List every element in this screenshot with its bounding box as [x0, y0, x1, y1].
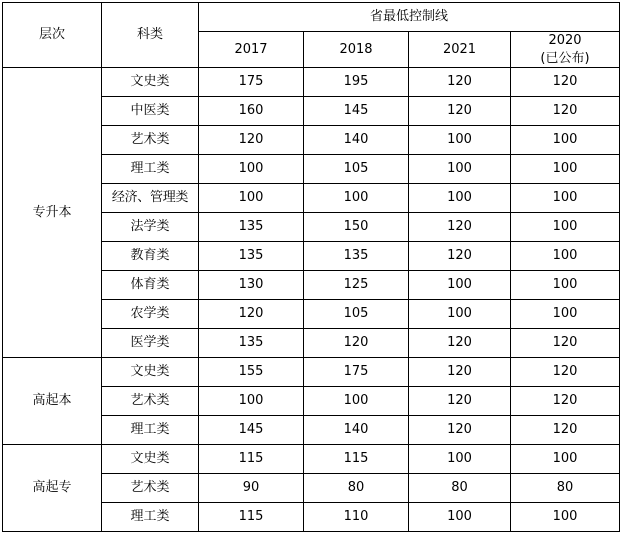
score-cell: 195 [304, 68, 409, 97]
score-cell: 120 [511, 416, 620, 445]
score-cell: 120 [304, 329, 409, 358]
score-cell: 135 [199, 329, 304, 358]
score-cell: 115 [304, 445, 409, 474]
header-year-2018: 2018 [304, 32, 409, 68]
header-group-title: 省最低控制线 [199, 3, 620, 32]
score-cell: 155 [199, 358, 304, 387]
score-cell: 100 [511, 126, 620, 155]
score-cell: 135 [199, 213, 304, 242]
table-row [3, 68, 620, 97]
header-category: 科类 [102, 3, 199, 68]
category-cell: 教育类 [102, 242, 199, 271]
score-cell: 110 [304, 503, 409, 532]
score-cell: 120 [409, 416, 511, 445]
score-cell: 100 [409, 155, 511, 184]
score-cell: 100 [199, 184, 304, 213]
score-cell: 135 [199, 242, 304, 271]
score-cell: 120 [511, 97, 620, 126]
category-cell: 医学类 [102, 329, 199, 358]
score-cell: 100 [511, 445, 620, 474]
score-cell: 145 [199, 416, 304, 445]
score-cell: 80 [409, 474, 511, 503]
score-cell: 100 [199, 155, 304, 184]
level-cell-gaoqiben: 高起本 [3, 358, 102, 445]
score-cell: 130 [199, 271, 304, 300]
score-cell: 120 [511, 68, 620, 97]
header-level: 层次 [3, 3, 102, 68]
score-cell: 120 [409, 358, 511, 387]
score-cell: 100 [511, 184, 620, 213]
category-cell: 经济、管理类 [102, 184, 199, 213]
category-cell: 艺术类 [102, 387, 199, 416]
score-cell: 120 [199, 300, 304, 329]
category-cell: 艺术类 [102, 126, 199, 155]
score-cell: 80 [511, 474, 620, 503]
score-cell: 100 [304, 387, 409, 416]
header-year-2021: 2021 [409, 32, 511, 68]
score-cell: 120 [409, 242, 511, 271]
score-cell: 175 [199, 68, 304, 97]
score-cell: 140 [304, 126, 409, 155]
score-cell: 100 [409, 126, 511, 155]
score-cell: 100 [304, 184, 409, 213]
header-year-2020 [511, 32, 620, 68]
score-cell: 120 [409, 97, 511, 126]
score-cell: 100 [511, 300, 620, 329]
score-cell: 120 [511, 387, 620, 416]
level-cell-gaoqizhuan: 高起专 [3, 445, 102, 532]
category-cell: 农学类 [102, 300, 199, 329]
score-cell: 140 [304, 416, 409, 445]
header-year-2017: 2017 [199, 32, 304, 68]
category-cell: 艺术类 [102, 474, 199, 503]
header-year-2020-label: 2020 [548, 33, 582, 48]
category-cell: 文史类 [102, 358, 199, 387]
score-cell: 100 [409, 271, 511, 300]
score-cell: 135 [304, 242, 409, 271]
score-cell: 80 [304, 474, 409, 503]
score-cell: 100 [409, 184, 511, 213]
score-cell: 120 [409, 68, 511, 97]
score-cell: 105 [304, 300, 409, 329]
score-cell: 115 [199, 503, 304, 532]
header-year-2020-note: (已公布) [540, 50, 590, 66]
score-cell: 120 [409, 387, 511, 416]
score-cell: 100 [511, 271, 620, 300]
score-cell: 150 [304, 213, 409, 242]
score-cell: 145 [304, 97, 409, 126]
score-cell: 120 [409, 329, 511, 358]
category-cell: 理工类 [102, 503, 199, 532]
score-cell: 115 [199, 445, 304, 474]
score-cell: 100 [511, 242, 620, 271]
category-cell: 中医类 [102, 97, 199, 126]
category-cell: 体育类 [102, 271, 199, 300]
category-cell: 文史类 [102, 445, 199, 474]
table-row [3, 358, 620, 387]
score-cell: 120 [511, 329, 620, 358]
score-cell: 120 [409, 213, 511, 242]
category-cell: 文史类 [102, 68, 199, 97]
category-cell: 理工类 [102, 155, 199, 184]
table-header-row-1 [3, 3, 620, 32]
score-cell: 100 [511, 155, 620, 184]
level-cell-zhuanshengben: 专升本 [3, 68, 102, 358]
score-cell: 90 [199, 474, 304, 503]
score-cell: 100 [511, 213, 620, 242]
score-cell: 175 [304, 358, 409, 387]
minimum-score-line-table [2, 2, 620, 532]
score-cell: 125 [304, 271, 409, 300]
score-cell: 100 [511, 503, 620, 532]
score-cell: 120 [199, 126, 304, 155]
score-cell: 105 [304, 155, 409, 184]
category-cell: 法学类 [102, 213, 199, 242]
score-cell: 120 [511, 358, 620, 387]
score-cell: 100 [409, 503, 511, 532]
score-cell: 160 [199, 97, 304, 126]
category-cell: 理工类 [102, 416, 199, 445]
score-cell: 100 [409, 300, 511, 329]
score-cell: 100 [409, 445, 511, 474]
score-cell: 100 [199, 387, 304, 416]
table-row [3, 445, 620, 474]
